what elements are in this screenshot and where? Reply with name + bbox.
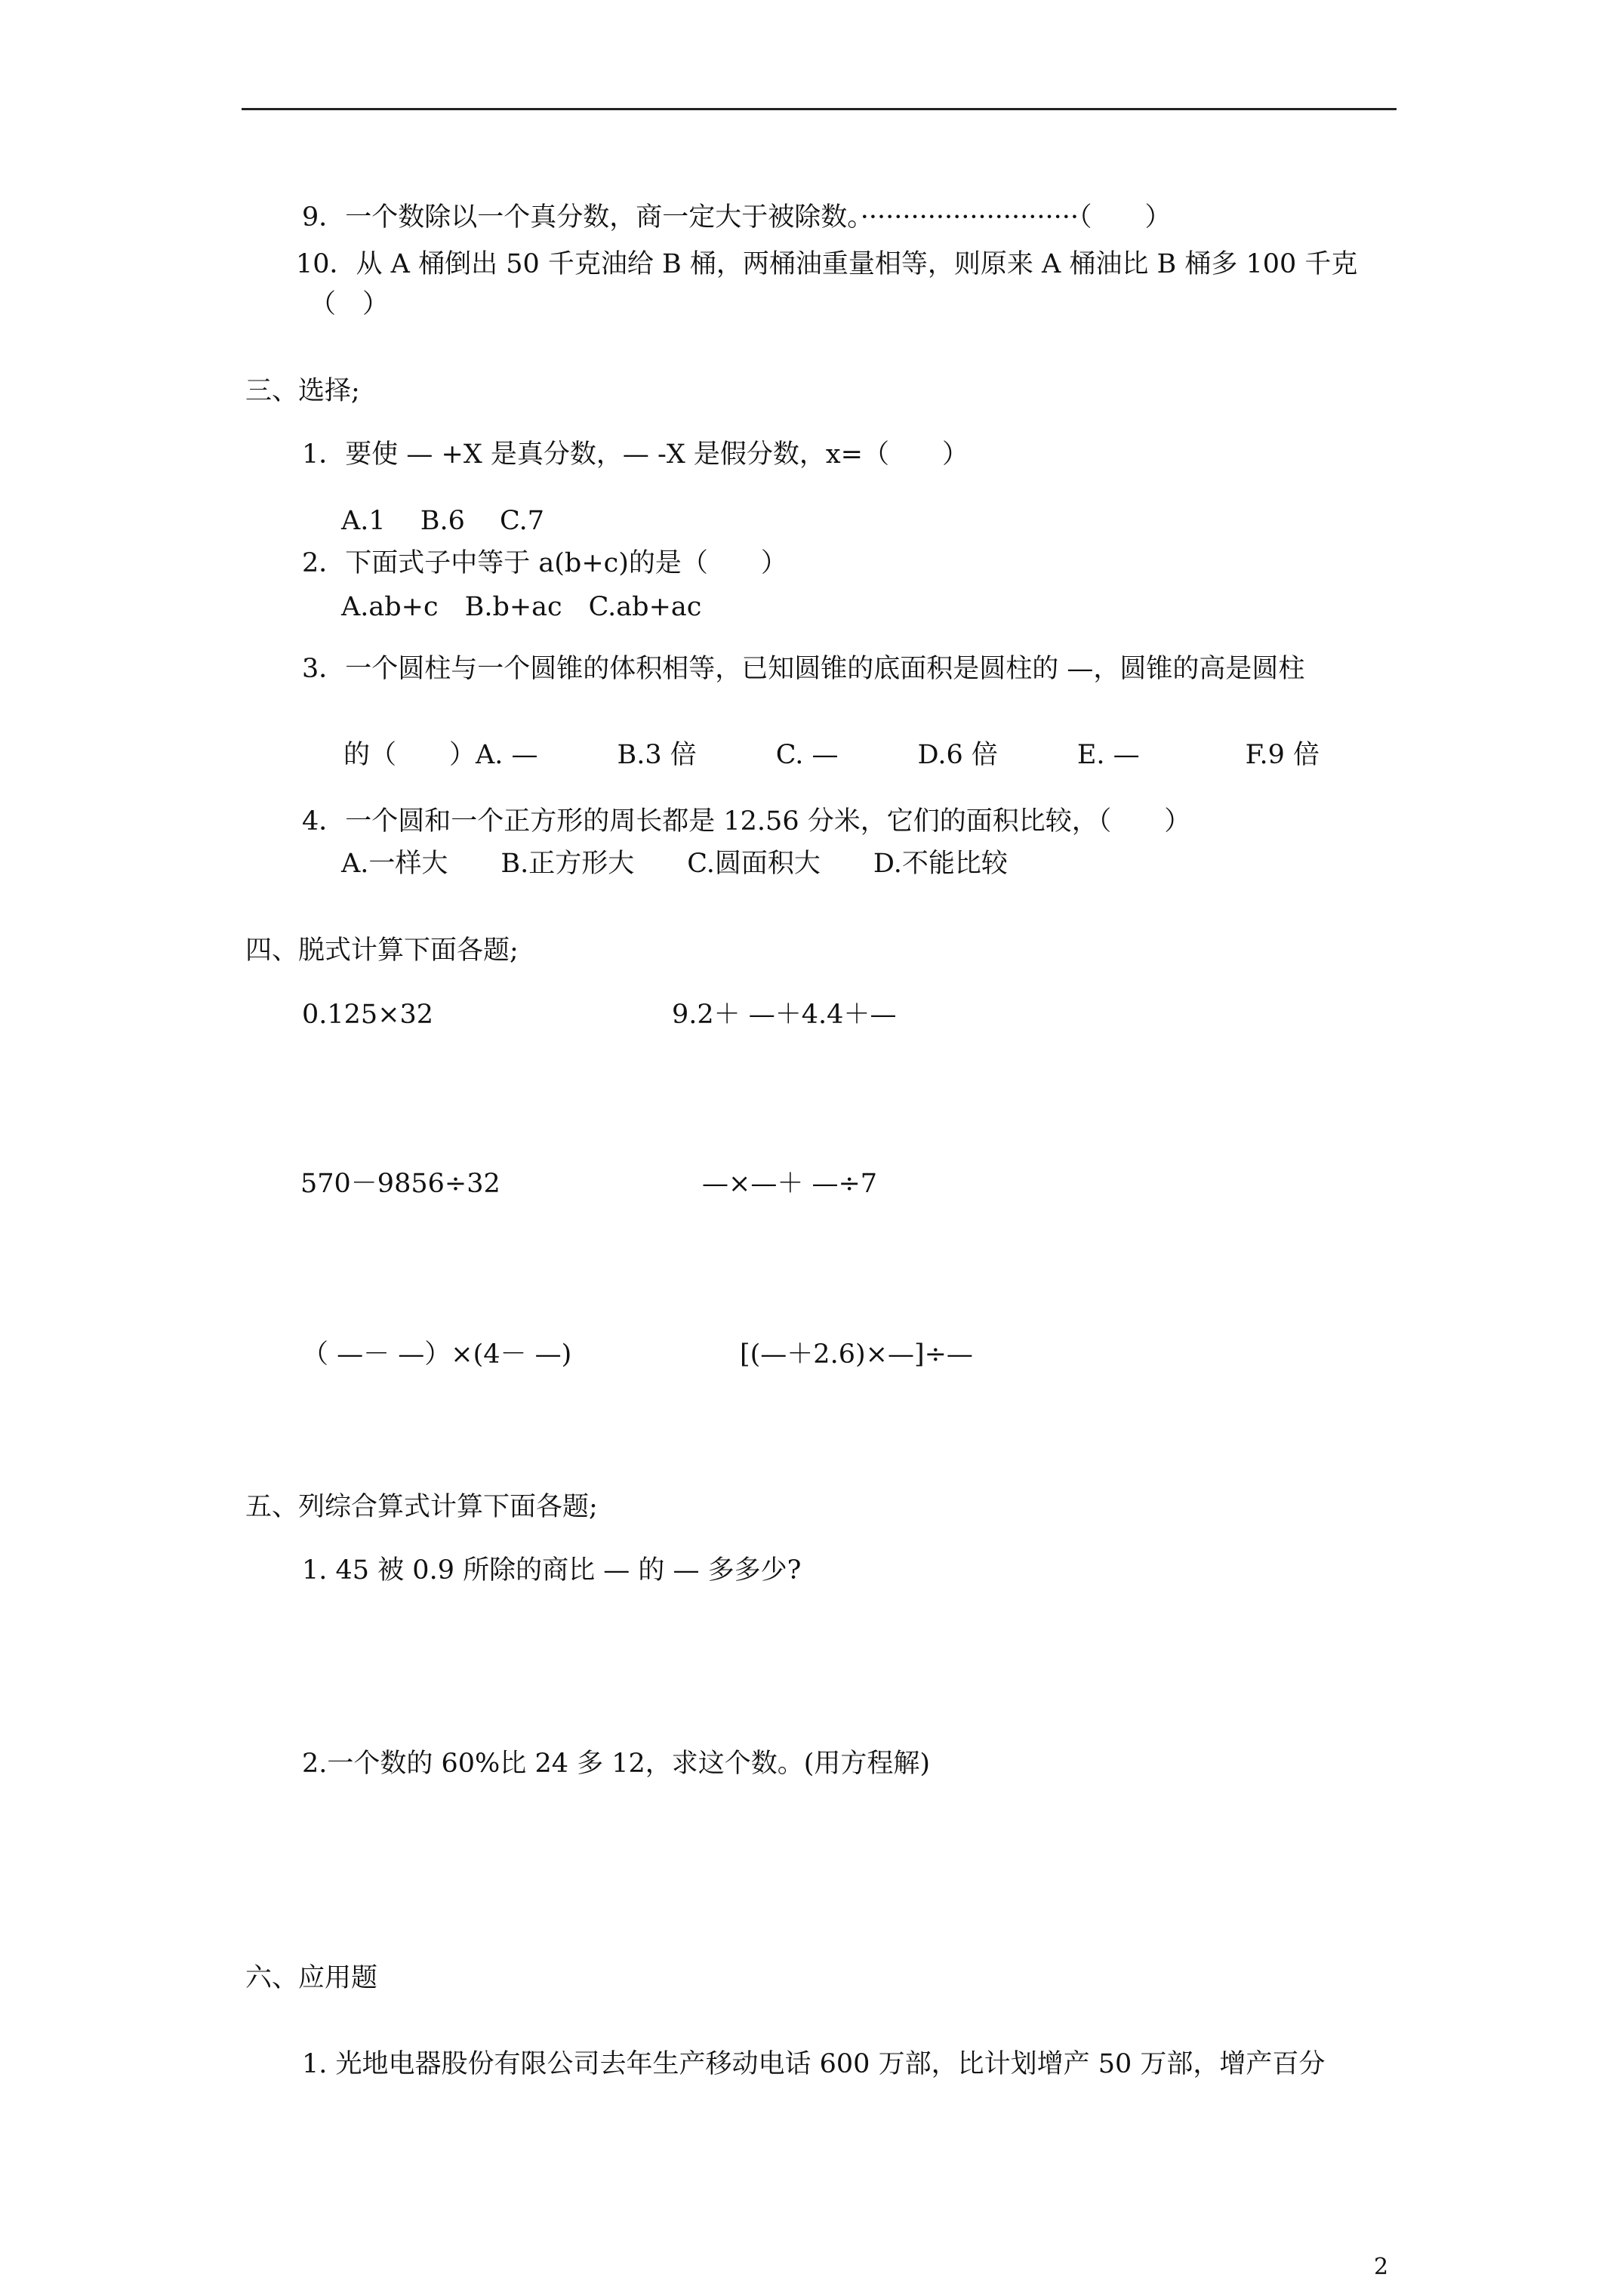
section3-heading: 三、选择; xyxy=(245,376,360,406)
section3-question-4-options: A.一样大 B.正方形大 C.圆面积大 D.不能比较 xyxy=(341,849,1008,879)
section3-question-4: 4．一个圆和一个正方形的周长都是 12.56 分米，它们的面积比较，（ ） xyxy=(302,806,1191,837)
section3-question-2: 2．下面式子中等于 a(b+c)的是（ ） xyxy=(302,548,787,578)
expression-5: （ —－ —）×(4－ —) xyxy=(302,1339,572,1370)
section4-heading: 四、脱式计算下面各题; xyxy=(245,935,519,966)
section6-question-1: 1. 光地电器股份有限公司去年生产移动电话 600 万部，比计划增产 50 万部，增产百分 xyxy=(302,2049,1326,2079)
expression-6: [(—＋2.6)×—]÷— xyxy=(740,1339,973,1370)
section6-heading: 六、应用题 xyxy=(245,1963,378,1993)
section3-question-2-options: A.ab+c B.b+ac C.ab+ac xyxy=(341,592,702,622)
expression-4: —×—＋ —÷7 xyxy=(702,1169,878,1199)
section3-question-1-options: A.1 B.6 C.7 xyxy=(341,506,544,536)
section3-question-3-line1: 3．一个圆柱与一个圆锥的体积相等，已知圆锥的底面积是圆柱的 —，圆锥的高是圆柱 xyxy=(302,654,1305,684)
expression-2: 9.2＋ —＋4.4＋— xyxy=(672,1000,897,1030)
section3-question-3-line2: 的（ ）A. — B.3 倍 C. — D.6 倍 E. — F.9 倍 xyxy=(343,740,1320,770)
section5-question-1: 1. 45 被 0.9 所除的商比 — 的 — 多多少? xyxy=(302,1555,802,1586)
question-9: 9．一个数除以一个真分数，商一定大于被除数。··························（ ） xyxy=(302,202,1172,233)
page-number: 2 xyxy=(1374,2254,1389,2280)
question-10-line1: 10．从 A 桶倒出 50 千克油给 B 桶，两桶油重量相等，则原来 A 桶油比 B 桶多 100 千克 xyxy=(296,249,1358,279)
expression-3: 570－9856÷32 xyxy=(300,1169,500,1199)
section5-question-2: 2.一个数的 60%比 24 多 12，求这个数。(用方程解) xyxy=(302,1749,931,1779)
question-10-line2: （ ） xyxy=(310,289,390,319)
expression-1: 0.125×32 xyxy=(302,1000,434,1030)
section3-question-1: 1．要使 — +X 是真分数，— -X 是假分数，x=（ ） xyxy=(302,439,969,470)
header-rule xyxy=(242,108,1397,110)
section5-heading: 五、列综合算式计算下面各题; xyxy=(245,1492,598,1522)
